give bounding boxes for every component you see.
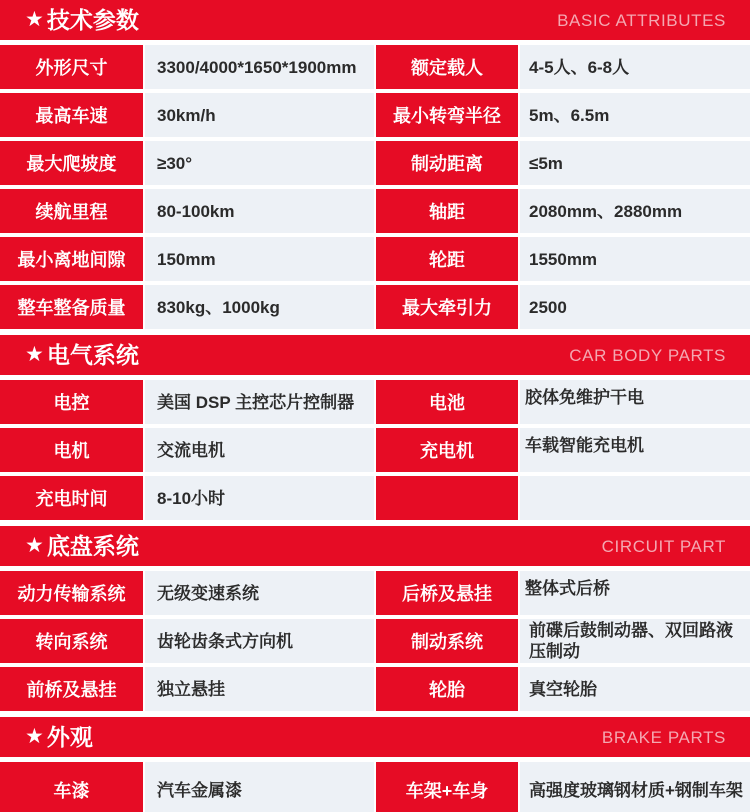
spec-value: 汽车金属漆 bbox=[145, 762, 374, 812]
spec-value: 4-5人、6-8人 bbox=[520, 45, 750, 89]
spec-label: 转向系统 bbox=[0, 619, 143, 663]
section-header bbox=[0, 526, 750, 566]
spec-label: 轮胎 bbox=[376, 667, 518, 711]
section-title-text: 底盘系统 bbox=[46, 532, 139, 559]
spec-label: 电机 bbox=[0, 428, 143, 472]
spec-value: 独立悬挂 bbox=[145, 667, 374, 711]
section-subtitle: BASIC ATTRIBUTES bbox=[557, 10, 726, 30]
section-title bbox=[25, 6, 139, 33]
spec-label: 额定载人 bbox=[376, 45, 518, 89]
spec-row bbox=[0, 476, 750, 520]
spec-label: 续航里程 bbox=[0, 189, 143, 233]
spec-row bbox=[0, 285, 750, 329]
spec-value: 80-100km bbox=[145, 189, 374, 233]
section-title bbox=[25, 723, 93, 750]
section-title bbox=[25, 341, 139, 368]
spec-label: 动力传输系统 bbox=[0, 571, 143, 615]
spec-value: 150mm bbox=[145, 237, 374, 281]
section-header bbox=[0, 335, 750, 375]
spec-value: 交流电机 bbox=[145, 428, 374, 472]
spec-value: 美国 DSP 主控芯片控制器 bbox=[145, 380, 374, 424]
spec-row bbox=[0, 189, 750, 233]
section-3 bbox=[0, 526, 750, 711]
spec-value: 齿轮齿条式方向机 bbox=[145, 619, 374, 663]
section-title-text: 技术参数 bbox=[46, 6, 139, 33]
section-rows bbox=[0, 45, 750, 329]
spec-row bbox=[0, 667, 750, 711]
spec-label: 车漆 bbox=[0, 762, 143, 812]
spec-value: 3300/4000*1650*1900mm bbox=[145, 45, 374, 89]
spec-row bbox=[0, 571, 750, 615]
spec-label: 车架+车身 bbox=[376, 762, 518, 812]
spec-value: 30km/h bbox=[145, 93, 374, 137]
star-icon: ★ bbox=[25, 724, 44, 748]
section-subtitle: CAR BODY PARTS bbox=[569, 345, 726, 365]
spec-value: 1550mm bbox=[520, 237, 750, 281]
spec-label: 制动距离 bbox=[376, 141, 518, 185]
spec-label: 电池 bbox=[376, 380, 518, 424]
section-title-text: 电气系统 bbox=[46, 341, 139, 368]
spec-value: 无级变速系统 bbox=[145, 571, 374, 615]
spec-label: 最高车速 bbox=[0, 93, 143, 137]
star-icon: ★ bbox=[25, 342, 44, 366]
spec-value: 5m、6.5m bbox=[520, 93, 750, 137]
spec-row bbox=[0, 237, 750, 281]
spec-value: 830kg、1000kg bbox=[145, 285, 374, 329]
spec-label: 整车整备质量 bbox=[0, 285, 143, 329]
spec-value: 整体式后桥 bbox=[520, 571, 750, 615]
spec-row bbox=[0, 93, 750, 137]
spec-value: 真空轮胎 bbox=[520, 667, 750, 711]
spec-label: 充电时间 bbox=[0, 476, 143, 520]
spec-label: 最小转弯半径 bbox=[376, 93, 518, 137]
spec-value: 前碟后鼓制动器、双回路液压制动 bbox=[520, 619, 750, 663]
spec-value: 2500 bbox=[520, 285, 750, 329]
section-title bbox=[25, 532, 139, 559]
spec-value: 胶体免维护干电 bbox=[520, 380, 750, 424]
spec-label: 前桥及悬挂 bbox=[0, 667, 143, 711]
section-subtitle: BRAKE PARTS bbox=[601, 727, 726, 747]
section-header bbox=[0, 717, 750, 757]
spec-label: 最大爬坡度 bbox=[0, 141, 143, 185]
spec-row bbox=[0, 428, 750, 472]
section-1 bbox=[0, 0, 750, 329]
spec-label: 轮距 bbox=[376, 237, 518, 281]
spec-label: 电控 bbox=[0, 380, 143, 424]
spec-row bbox=[0, 619, 750, 663]
spec-row bbox=[0, 380, 750, 424]
section-4 bbox=[0, 717, 750, 812]
spec-label bbox=[376, 476, 518, 520]
spec-row bbox=[0, 45, 750, 89]
spec-row bbox=[0, 141, 750, 185]
spec-value: 8-10小时 bbox=[145, 476, 374, 520]
spec-value: ≥30° bbox=[145, 141, 374, 185]
section-rows bbox=[0, 380, 750, 520]
star-icon: ★ bbox=[25, 533, 44, 557]
spec-label: 后桥及悬挂 bbox=[376, 571, 518, 615]
section-title-text: 外观 bbox=[46, 723, 93, 750]
spec-value: 高强度玻璃钢材质+钢制车架 bbox=[520, 762, 750, 812]
spec-value: ≤5m bbox=[520, 141, 750, 185]
section-subtitle: CIRCUIT PART bbox=[601, 536, 726, 556]
spec-label: 外形尺寸 bbox=[0, 45, 143, 89]
spec-value: 2080mm、2880mm bbox=[520, 189, 750, 233]
spec-label: 轴距 bbox=[376, 189, 518, 233]
section-rows bbox=[0, 571, 750, 711]
section-header bbox=[0, 0, 750, 40]
spec-label: 最小离地间隙 bbox=[0, 237, 143, 281]
section-rows bbox=[0, 762, 750, 812]
spec-label: 最大牵引力 bbox=[376, 285, 518, 329]
section-2 bbox=[0, 335, 750, 520]
star-icon: ★ bbox=[25, 7, 44, 31]
spec-value: 车载智能充电机 bbox=[520, 428, 750, 472]
spec-label: 制动系统 bbox=[376, 619, 518, 663]
spec-row bbox=[0, 762, 750, 812]
spec-value bbox=[520, 476, 750, 520]
spec-label: 充电机 bbox=[376, 428, 518, 472]
